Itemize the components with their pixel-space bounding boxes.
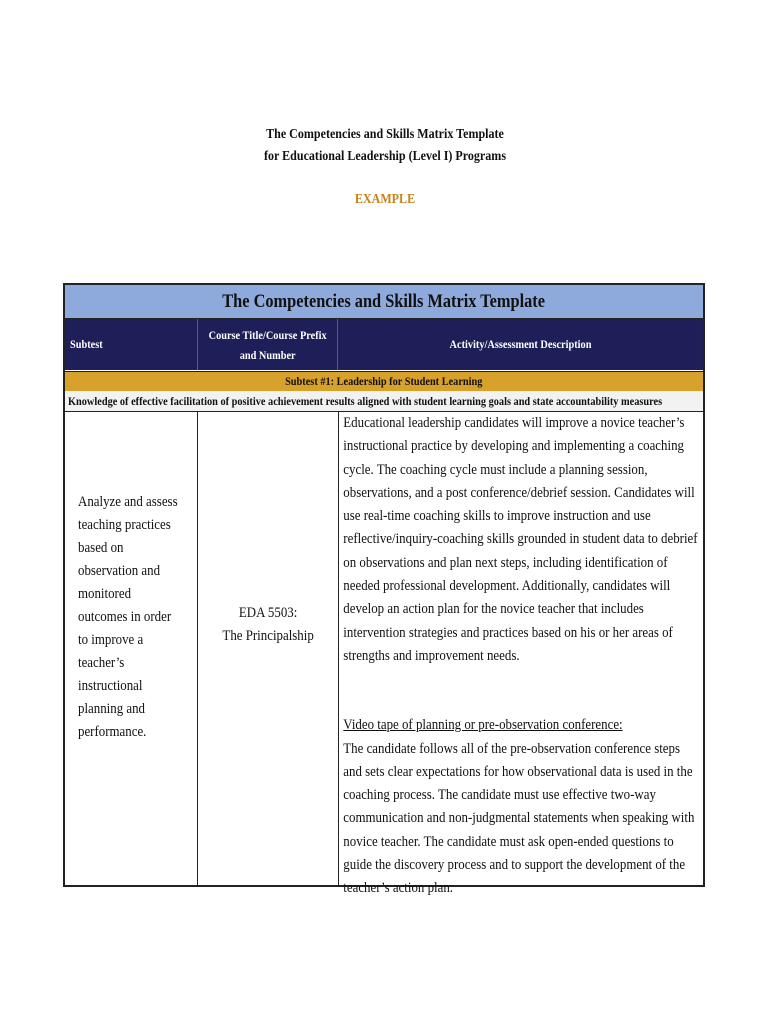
activity-cell: [339, 412, 700, 897]
document-title-line-1: The Competencies and Skills Matrix Template: [266, 127, 504, 142]
header-course-cell: [197, 319, 338, 370]
matrix-title-band: [65, 285, 703, 319]
activity-paragraph-2: The candidate follows all of the pre-observation conference steps and sets clear expectations for how observational data is used in the coaching process. The candidate must use effective two-way communication and non-judgmental statements when speaking with novice teacher. The candidate must ask open-ended questions to guide the discovery process and to support the development of the teacher’s action plan.: [343, 740, 695, 897]
header-activity-label: Activity/Assessment Description: [449, 337, 592, 351]
header-subtest-label: Subtest: [70, 337, 103, 351]
knowledge-statement-row: [65, 391, 703, 412]
header-subtest-cell: [65, 319, 197, 370]
knowledge-statement: Knowledge of effective facilitation of positive achievement results aligned with student learning goals and state accountability measures: [68, 394, 663, 408]
course-text: [222, 602, 313, 648]
course-title: The Principalship: [222, 627, 314, 644]
document-title-line-2: for Educational Leadership (Level I) Programs: [263, 149, 507, 164]
example-label: EXAMPLE: [354, 192, 416, 207]
header-activity-cell: [338, 319, 703, 370]
skill-text: Analyze and assess teaching practices based on observation and monitored outcomes in order to improve a teacher’s instructional planning and performance.: [78, 494, 178, 740]
header-course-label-line-1: Course Title/Course Prefix: [208, 327, 327, 342]
course-cell: [198, 412, 338, 885]
competencies-matrix-table: [63, 283, 705, 897]
document-title: [54, 124, 716, 168]
matrix-title: The Competencies and Skills Matrix Template: [222, 291, 546, 312]
activity-subheading: Video tape of planning or pre-observation conference:: [343, 717, 623, 734]
subtest-label: Subtest #1: Leadership for Student Learning: [285, 374, 483, 388]
subtest-band: [65, 371, 703, 392]
header-course-label-line-2: and Number: [239, 347, 296, 362]
header-course-label: [208, 325, 326, 365]
course-code: EDA 5503:: [238, 604, 298, 621]
matrix-header-row: [65, 319, 703, 370]
activity-paragraph-1: Educational leadership candidates will improve a novice teacher’s instructional practice by developing and implementing a coaching cycle. The coaching cycle must include a planning session, observations, and a post conference/debrief session. Candidates will use real-time coaching skills to improve instruction and use reflective/inquiry-coaching skills grounded in student data to debrief on observations and plan next steps, including identification of needed professional development. Additionally, candidates will develop an action plan for the novice teacher that includes intervention strategies and practices based on his or her areas of strengths and improvement needs.: [343, 415, 698, 664]
paragraph-spacer: [343, 668, 700, 714]
skill-cell: [65, 412, 197, 885]
table-row: [65, 412, 703, 897]
